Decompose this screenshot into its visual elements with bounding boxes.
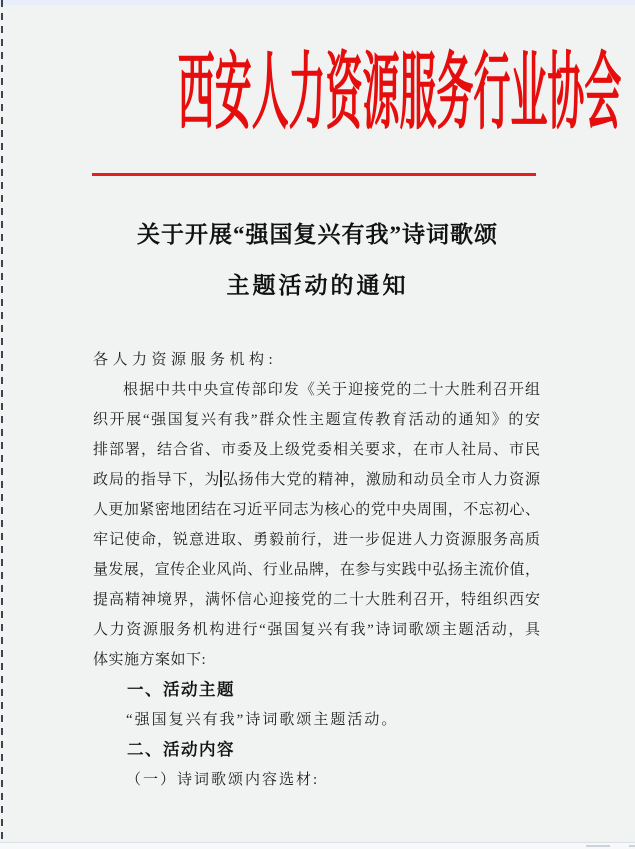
document-title-line2: 主题活动的通知 [226,273,409,298]
letterhead-org-name: 西安人力资源服务行业协会 [177,47,622,140]
paragraph-line: 量发展，宣传企业风尚、行业品牌，在参与实践中弘扬主流价值， [93,562,540,578]
paragraph-line: 织开展“强国复兴有我”群众性主题宣传教育活动的通知》的安 [93,412,540,428]
paragraph-line: 排部署，结合省、市委及上级党委相关要求，在市人社局、市民 [93,442,540,458]
text-before-cursor: 政局的指导下，为 [93,472,221,488]
letterhead-red-divider [92,173,536,176]
document-title [0,209,635,311]
paragraph-line: 牢记使命，锐意进取、勇毅前行，进一步促进人力资源服务高质 [93,532,540,548]
section2-heading: 二、活动内容 [127,741,235,759]
paragraph-line: 体实施方案如下: [93,652,207,668]
left-margin-dashed-guide [1,0,3,842]
paragraph-line-with-cursor [93,465,540,495]
horizontal-scrollbar-thumb[interactable] [586,845,610,847]
paragraph-line: 提高精神境界，满怀信心迎接党的二十大胜利召开，特组织西安 [93,592,540,608]
paragraph-line: 人力资源服务机构进行“强国复兴有我”诗词歌颂主题活动，具 [93,622,540,638]
horizontal-scrollbar-track[interactable] [0,843,635,849]
document-title-line1: 关于开展“强国复兴有我”诗词歌颂 [137,222,498,247]
section2-item-line: （一）诗词歌颂内容选材: [126,772,320,788]
section1-body-line: “强国复兴有我”诗词歌颂主题活动。 [126,712,399,728]
paragraph-line: 根据中共中央宣传部印发《关于迎接党的二十大胜利召开组 [123,382,540,398]
salutation-line: 各人力资源服务机构: [93,352,278,368]
top-edge-strip [0,0,635,5]
text-after-cursor: 弘扬伟大党的精神，激励和动员全市人力资源 [221,472,540,488]
paragraph-line: 人更加紧密地团结在习近平同志为核心的党中央周围，不忘初心、 [93,502,540,518]
section1-heading: 一、活动主题 [127,681,235,699]
horizontal-scrollbar-fragment [629,845,635,847]
document-body[interactable] [93,345,540,795]
